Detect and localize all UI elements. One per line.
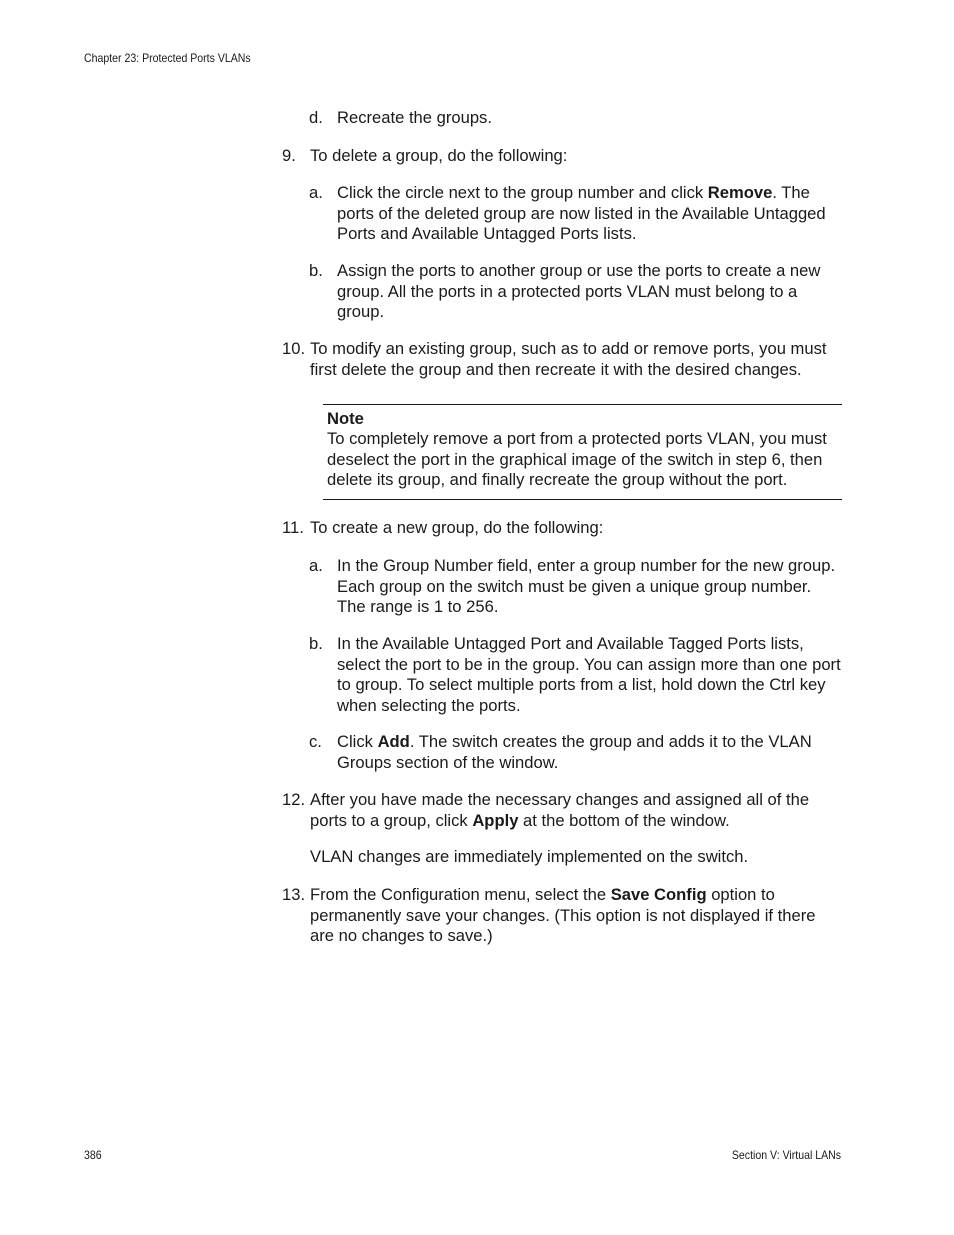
item-letter: a. xyxy=(309,556,323,575)
step-text: To create a new group, do the following: xyxy=(310,518,604,537)
item-text: Click the circle next to the group number and click Remove. The ports of the deleted group are now listed in the Available Untagged Ports and Available Untagged Ports lists. xyxy=(337,183,826,244)
note-box xyxy=(323,404,842,500)
item-text: In the Available Untagged Port and Available Tagged Ports lists, select the port to be in the group. You can assign more than one port to group. To select multiple ports from a list, hold down the Ctrl key when selecting the ports. xyxy=(337,634,841,715)
item-text: Recreate the groups. xyxy=(337,108,492,127)
running-header: Chapter 23: Protected Ports VLANs xyxy=(84,51,251,65)
add-keyword: Add xyxy=(377,732,410,751)
item-text: In the Group Number field, enter a group number for the new group. Each group on the switch must be given a unique group number. The range is 1 to 256. xyxy=(337,556,836,617)
note-text: To completely remove a port from a protected ports VLAN, you must deselect the port in the graphical image of the switch in step 6, then delete its group, and finally recreate the group without the port. xyxy=(327,429,827,490)
item-letter: a. xyxy=(309,183,323,202)
step-text: To delete a group, do the following: xyxy=(310,146,568,165)
step-text: After you have made the necessary changes and assigned all of the ports to a group, click Apply at the bottom of the window. xyxy=(310,790,810,830)
step-12-followup: VLAN changes are immediately implemented on the switch. xyxy=(310,847,749,866)
running-footer: Section V: Virtual LANs xyxy=(731,1148,841,1162)
item-letter: d. xyxy=(309,108,323,127)
step-number: 9. xyxy=(282,146,296,165)
item-letter: c. xyxy=(309,732,322,751)
apply-keyword: Apply xyxy=(472,810,519,830)
note-title: Note xyxy=(327,409,364,428)
step-text: From the Configuration menu, select the Save Config option to permanently save your changes. (This option is not displayed if there are no changes to save.) xyxy=(310,885,816,946)
step-number: 10. xyxy=(282,339,306,358)
save-config-keyword: Save Config xyxy=(610,885,707,904)
page-number: 386 xyxy=(84,1148,102,1162)
step-text: To modify an existing group, such as to add or remove ports, you must first delete the group and then recreate it with the desired changes. xyxy=(310,339,827,379)
step-number: 13. xyxy=(282,885,306,904)
item-letter: b. xyxy=(309,261,323,280)
item-text: Click Add. The switch creates the group and adds it to the VLAN Groups section of the window. xyxy=(337,732,812,772)
remove-keyword: Remove xyxy=(707,183,773,202)
step-number: 11. xyxy=(282,518,304,537)
item-text: Assign the ports to another group or use the ports to create a new group. All the ports in a protected ports VLAN must belong to a group. xyxy=(337,261,821,322)
step-number: 12. xyxy=(282,790,306,809)
item-letter: b. xyxy=(309,634,323,653)
